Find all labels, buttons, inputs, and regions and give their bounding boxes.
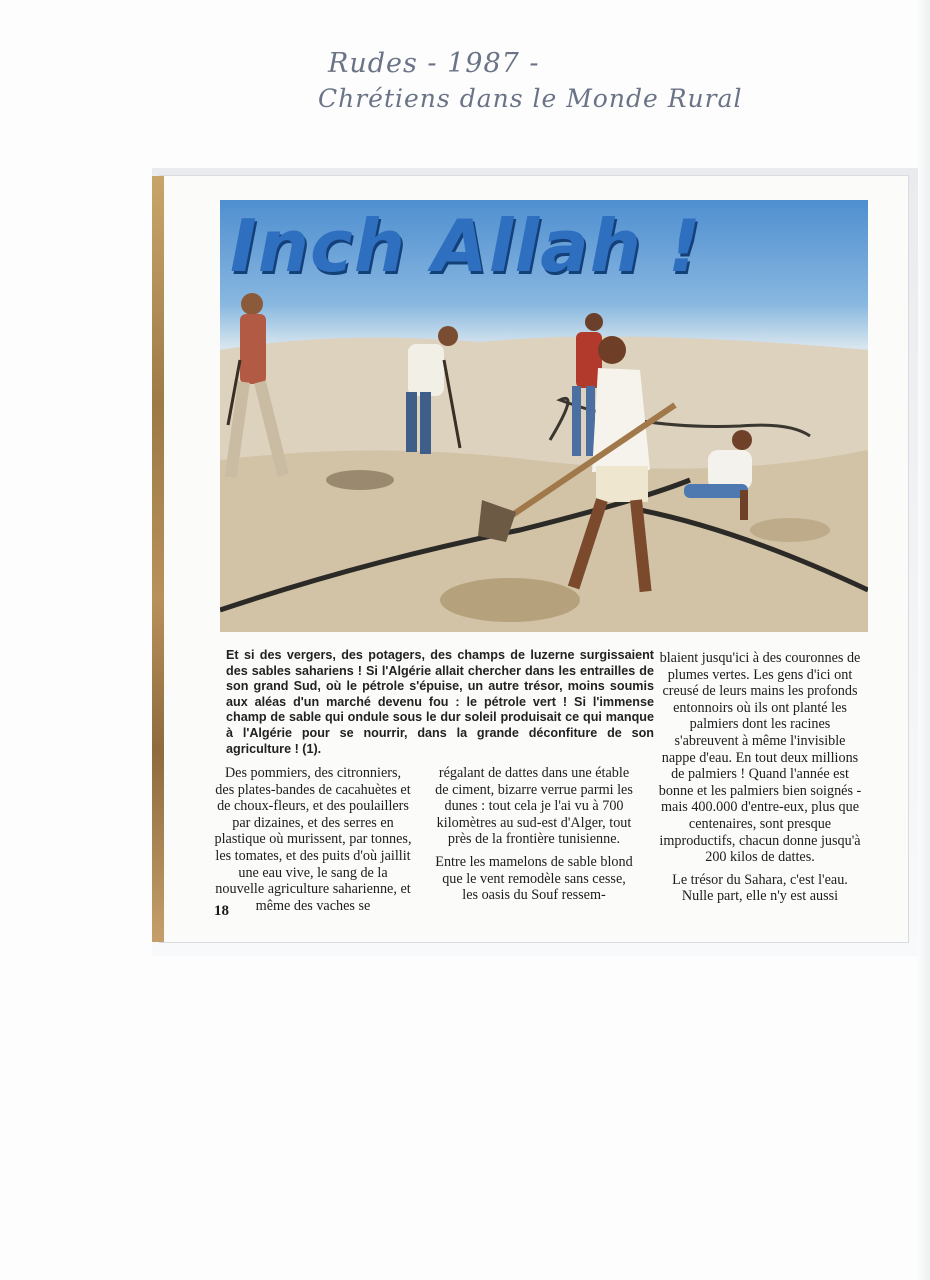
article-photo <box>220 200 868 632</box>
scan-edge <box>916 0 930 1280</box>
handwritten-note-line-2: Chrétiens dans le Monde Rural <box>318 84 743 113</box>
article-column-3 <box>658 650 862 911</box>
article-column-2 <box>434 765 634 910</box>
article-column-1 <box>214 765 412 920</box>
column-3-paragraph-1: blaient jusqu'ici à des couronnes de plumes vertes. Les gens d'ici ont creusé de leurs mains les profonds entonnoirs où ils ont planté les palmiers dont les racines s'abreuvent à même l'invisible nappe d'eau. En tout deux millions de palmiers ! Quand l'année est bonne et les palmiers bien soignés - mais 400.000 d'entre-eux, plus que centenaires, sont presque improductifs, chacun donne jusqu'à 200 kilos de dattes. <box>658 650 862 866</box>
page-number: 18 <box>214 903 229 919</box>
photo-headline: Inch Allah ! <box>230 204 702 288</box>
column-3-paragraph-2: Le trésor du Sahara, c'est l'eau. Nulle part, elle n'y est aussi <box>672 871 848 905</box>
column-1-paragraph: Des pommiers, des citronniers, des plates-bandes de cacahuètes et de choux-fleurs, et des poulaillers par dizaines, et des serres en plastique où murissent, par tonnes, les tomates, et des puits d'où jaillit une eau vive, le sang de la nouvelle agriculture saharienne, et même des vaches se <box>214 765 412 914</box>
clipping-torn-edge <box>152 176 164 942</box>
column-2-paragraph-2: Entre les mamelons de sable blond que le vent remodèle sans cesse, les oasis du Souf ressem- <box>435 853 633 904</box>
column-2-paragraph-1: régalant de dattes dans une étable de ciment, bizarre verrue parmi les dunes : tout cela je l'ai vu à 700 kilomètres au sud-est d'Alger, tout près de la frontière tunisienne. <box>435 765 633 848</box>
handwritten-note-line-1: Rudes - 1987 - <box>328 48 540 79</box>
article-lead: Et si des vergers, des potagers, des champs de luzerne surgissaient des sables sahariens ! Si l'Algérie allait chercher dans les entrailles de son grand Sud, où le pétrole s'épuise, un autre trésor, moins soumis aux aléas d'un marché devenu fou : le pétrole vert ! Si l'immense champ de sable qui ondule sous le dur soleil produisait ce qui manque à l'Algérie pour se nourrir, dans la grande déconfiture de son agriculture ! (1). <box>226 648 654 756</box>
